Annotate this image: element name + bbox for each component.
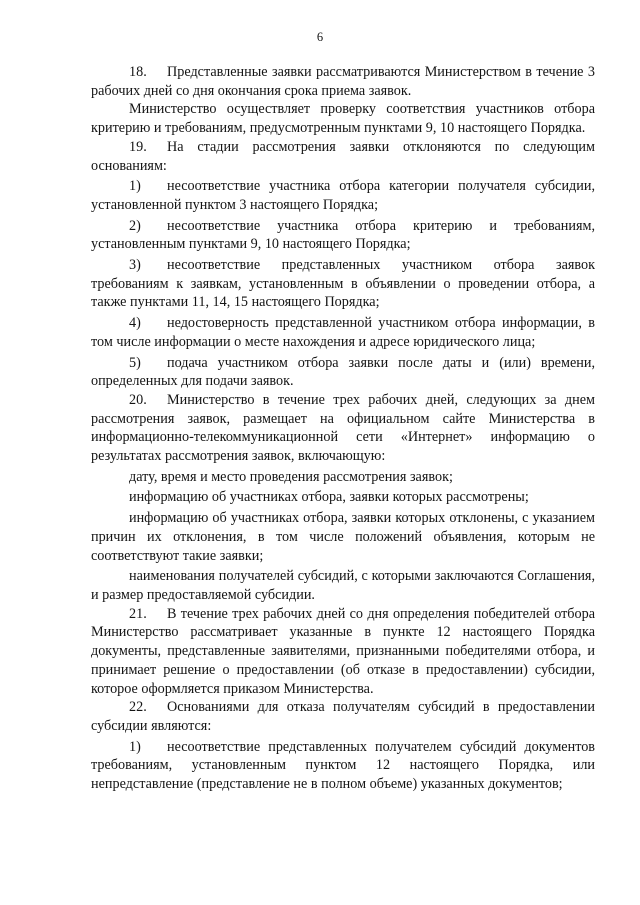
list-item-22-1 (91, 738, 595, 794)
document-body (91, 63, 595, 794)
paragraph-19 (91, 138, 595, 175)
paragraph-text: В течение трех рабочих дней со дня определения победителей отбора Министерство рассматривает указанные в пункте 12 настоящего Порядка документы, представленные заявителями, признанными победителями отбора, и принимает решение о предоставлении (об отказе в предоставлении) субсидии, которое оформляется приказом Министерства. (91, 605, 595, 697)
list-item-19-5 (91, 354, 595, 391)
paragraph-18-verification (91, 100, 595, 137)
list-item-text: дату, время и место проведения рассмотрения заявок; (129, 468, 453, 485)
list-item-text: наименования получателей субсидий, с которыми заключаются Соглашения, и размер предоставляемой субсидии. (91, 568, 595, 603)
paragraph-number: 21. (129, 605, 147, 622)
list-item-number: 2) (129, 217, 141, 234)
list-item-number: 3) (129, 257, 141, 274)
paragraph-text: Министерство осуществляет проверку соответствия участников отбора критерию и требованиям, предусмотренным пунктами 9, 10 настоящего Порядка. (91, 101, 595, 137)
paragraph-text: На стадии рассмотрения заявки отклоняются по следующим основаниям: (91, 138, 595, 174)
paragraph-number: 18. (129, 64, 147, 80)
list-item-20-recipients (91, 567, 595, 604)
list-item-text: несоответствие участника отбора критерию и требованиям, установленным пунктами 9, 10 настоящего Порядка; (91, 217, 595, 253)
paragraph-number: 20. (129, 391, 147, 408)
paragraph-20 (91, 391, 595, 466)
list-item-20-date (91, 468, 595, 487)
paragraph-number: 22. (129, 699, 147, 716)
list-item-text: недостоверность представленной участником отбора информации, в том числе информации о месте нахождения и адресе юридического лица; (91, 315, 595, 350)
list-item-text: подача участником отбора заявки после даты и (или) времени, определенных для подачи заявок. (91, 354, 595, 390)
list-item-20-rejected (91, 509, 595, 565)
list-item-number: 5) (129, 354, 141, 371)
list-item-number: 1) (129, 738, 141, 755)
list-item-text: несоответствие представленных получателем субсидий документов требованиям, установленным пунктом 12 настоящего Порядка, или непредставление (представление не в полном объеме) указанных документов; (91, 738, 595, 793)
list-item-text: информацию об участниках отбора, заявки которых отклонены, с указанием причин их отклонения, в том числе положений объявления, которым не соответствуют такие заявки; (91, 510, 595, 564)
paragraph-text: Основаниями для отказа получателям субсидий в предоставлении субсидии являются: (91, 699, 595, 734)
paragraph-18 (91, 63, 595, 100)
list-item-19-1 (91, 177, 595, 214)
list-item-number: 4) (129, 315, 141, 332)
paragraph-number: 19. (129, 138, 147, 155)
list-item-text: информацию об участниках отбора, заявки которых рассмотрены; (129, 489, 529, 506)
paragraph-21 (91, 605, 595, 699)
list-item-text: несоответствие представленных участником отбора заявок требованиям к заявкам, установленным в объявлении о проведении отбора, а также пунктами 11, 14, 15 настоящего Порядка; (91, 257, 595, 311)
list-item-19-4 (91, 314, 595, 351)
paragraph-22 (91, 698, 595, 735)
paragraph-text: Представленные заявки рассматриваются Министерством в течение 3 рабочих дней со дня окончания срока приема заявок. (91, 64, 595, 99)
paragraph-text: Министерство в течение трех рабочих дней, следующих за днем рассмотрения заявок, размещает на официальном сайте Министерства в информационно-телекоммуникационной сети «Интернет» информацию о результатах рассмотрения заявок, включающую: (91, 391, 595, 465)
list-item-text: несоответствие участника отбора категории получателя субсидии, установленной пунктом 3 настоящего Порядка; (91, 178, 595, 213)
list-item-19-3 (91, 256, 595, 312)
list-item-number: 1) (129, 178, 141, 195)
list-item-19-2 (91, 217, 595, 254)
list-item-20-reviewed (91, 488, 595, 507)
page-number: 6 (316, 30, 324, 44)
